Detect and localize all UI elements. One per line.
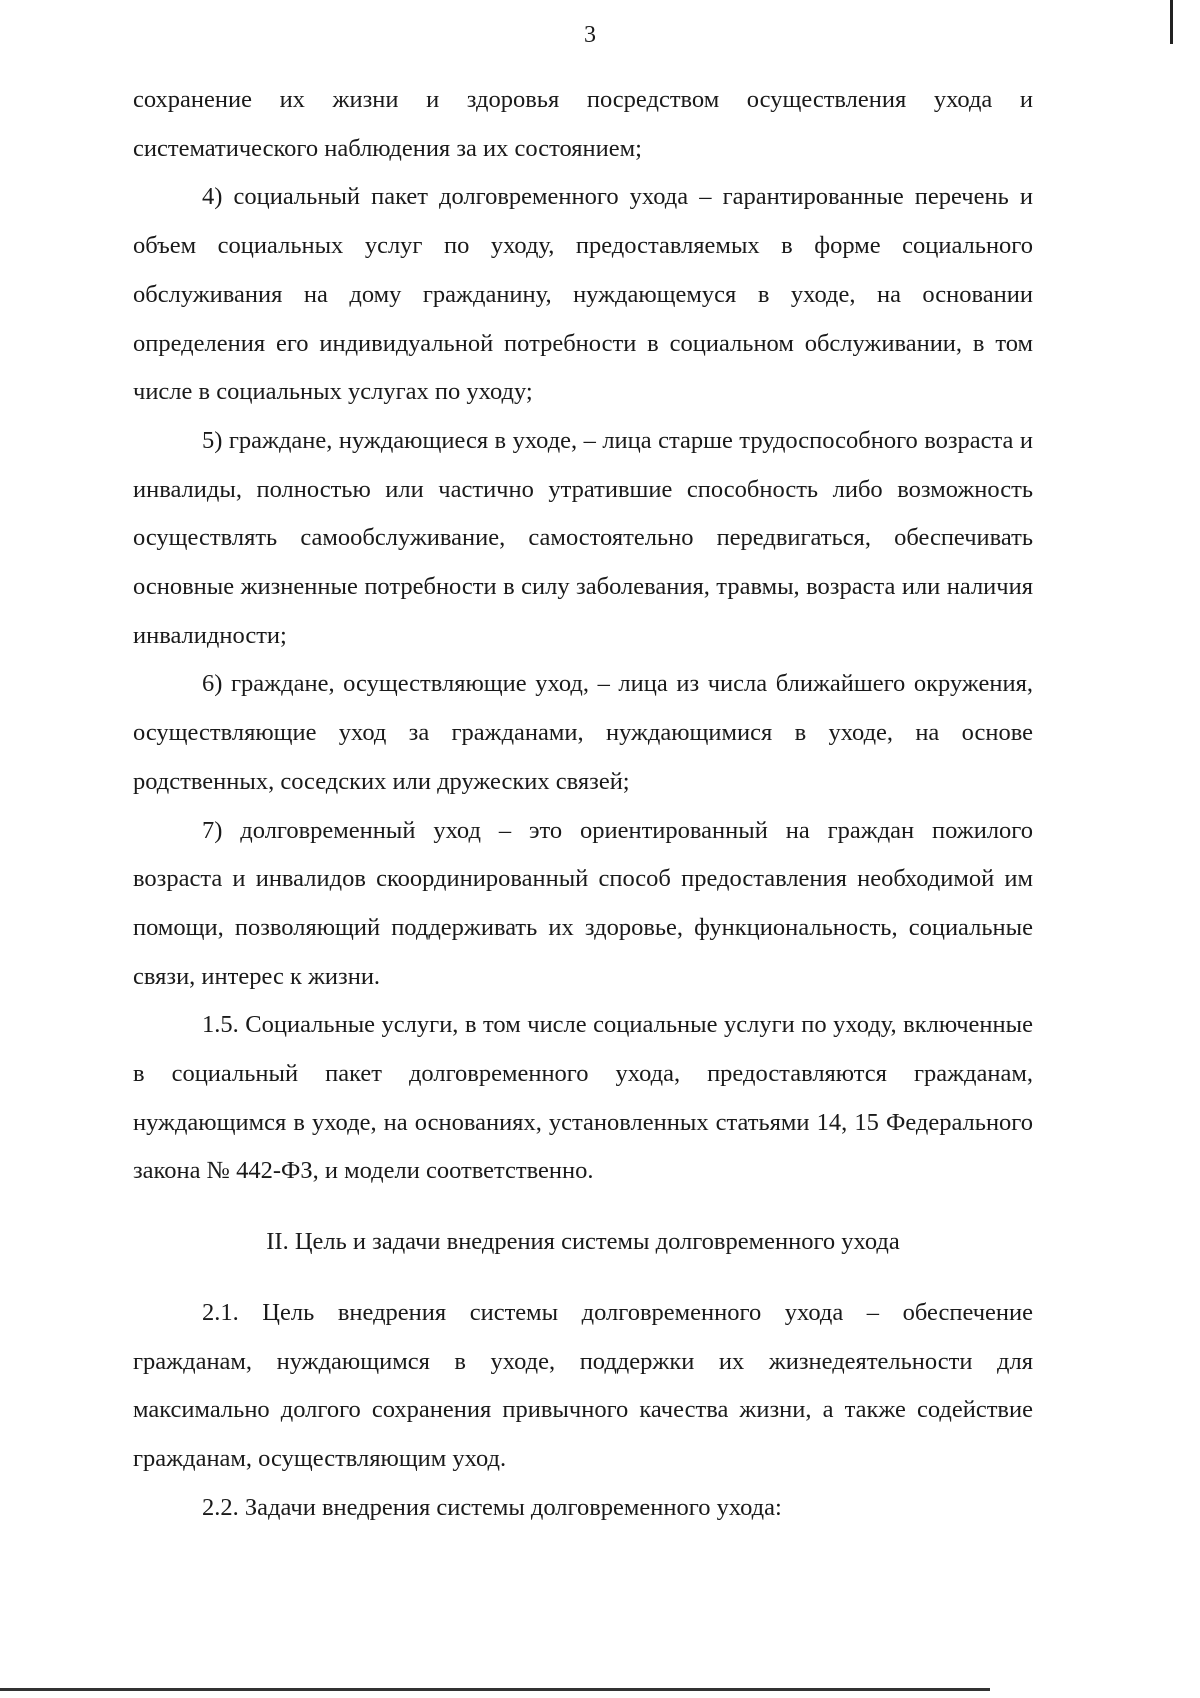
section-heading: II. Цель и задачи внедрения системы долговременного ухода [266,1228,900,1256]
page-number: 3 [584,22,596,48]
document-body [133,76,1033,1532]
paragraph-item-4: 4) социальный пакет долговременного ухода – гарантированные перечень и объем социальных услуг по уходу, предоставляемых в форме социального обслуживания на дому гражданину, нуждающемуся в уходе, на основании определения его индивидуальной потребности в социальном обслуживании, в том числе в социальных услугах по уходу; [133,183,1033,406]
paragraph-item-7: 7) долговременный уход – это ориентированный на граждан пожилого возраста и инвалидов скоординированный способ предоставления необходимой им помощи, позволяющий поддерживать их здоровье, функциональность, социальные связи, интерес к жизни. [133,816,1033,990]
paragraph-item-6: 6) граждане, осуществляющие уход, – лица из числа ближайшего окружения, осуществляющие уход за гражданами, нуждающимися в уходе, на основе родственных, соседских или дружеских связей; [133,670,1033,795]
paragraph-1-5: 1.5. Социальные услуги, в том числе социальные услуги по уходу, включенные в социальный пакет долговременного ухода, предоставляются гражданам, нуждающимся в уходе, на основаниях, установленных статьями 14, 15 Федерального закона № 442-ФЗ, и модели соответственно. [133,1011,1033,1185]
paragraph-continuation: сохранение их жизни и здоровья посредством осуществления ухода и систематического наблюдения за их состоянием; [133,86,1033,162]
paragraph-item-5: 5) граждане, нуждающиеся в уходе, – лица старше трудоспособного возраста и инвалиды, полностью или частично утратившие способность либо возможность осуществлять самообслуживание, самостоятельно передвигаться, обеспечивать основные жизненные потребности в силу заболевания, травмы, возраста или наличия инвалидности; [133,426,1033,649]
paragraph-2-1: 2.1. Цель внедрения системы долговременного ухода – обеспечение гражданам, нуждающимся в уходе, поддержки их жизнедеятельности для максимально долгого сохранения привычного качества жизни, а также содействие гражданам, осуществляющим уход. [133,1298,1033,1472]
scan-edge-bottom [0,1688,990,1691]
paragraph-2-2: 2.2. Задачи внедрения системы долговременного ухода: [202,1493,782,1521]
